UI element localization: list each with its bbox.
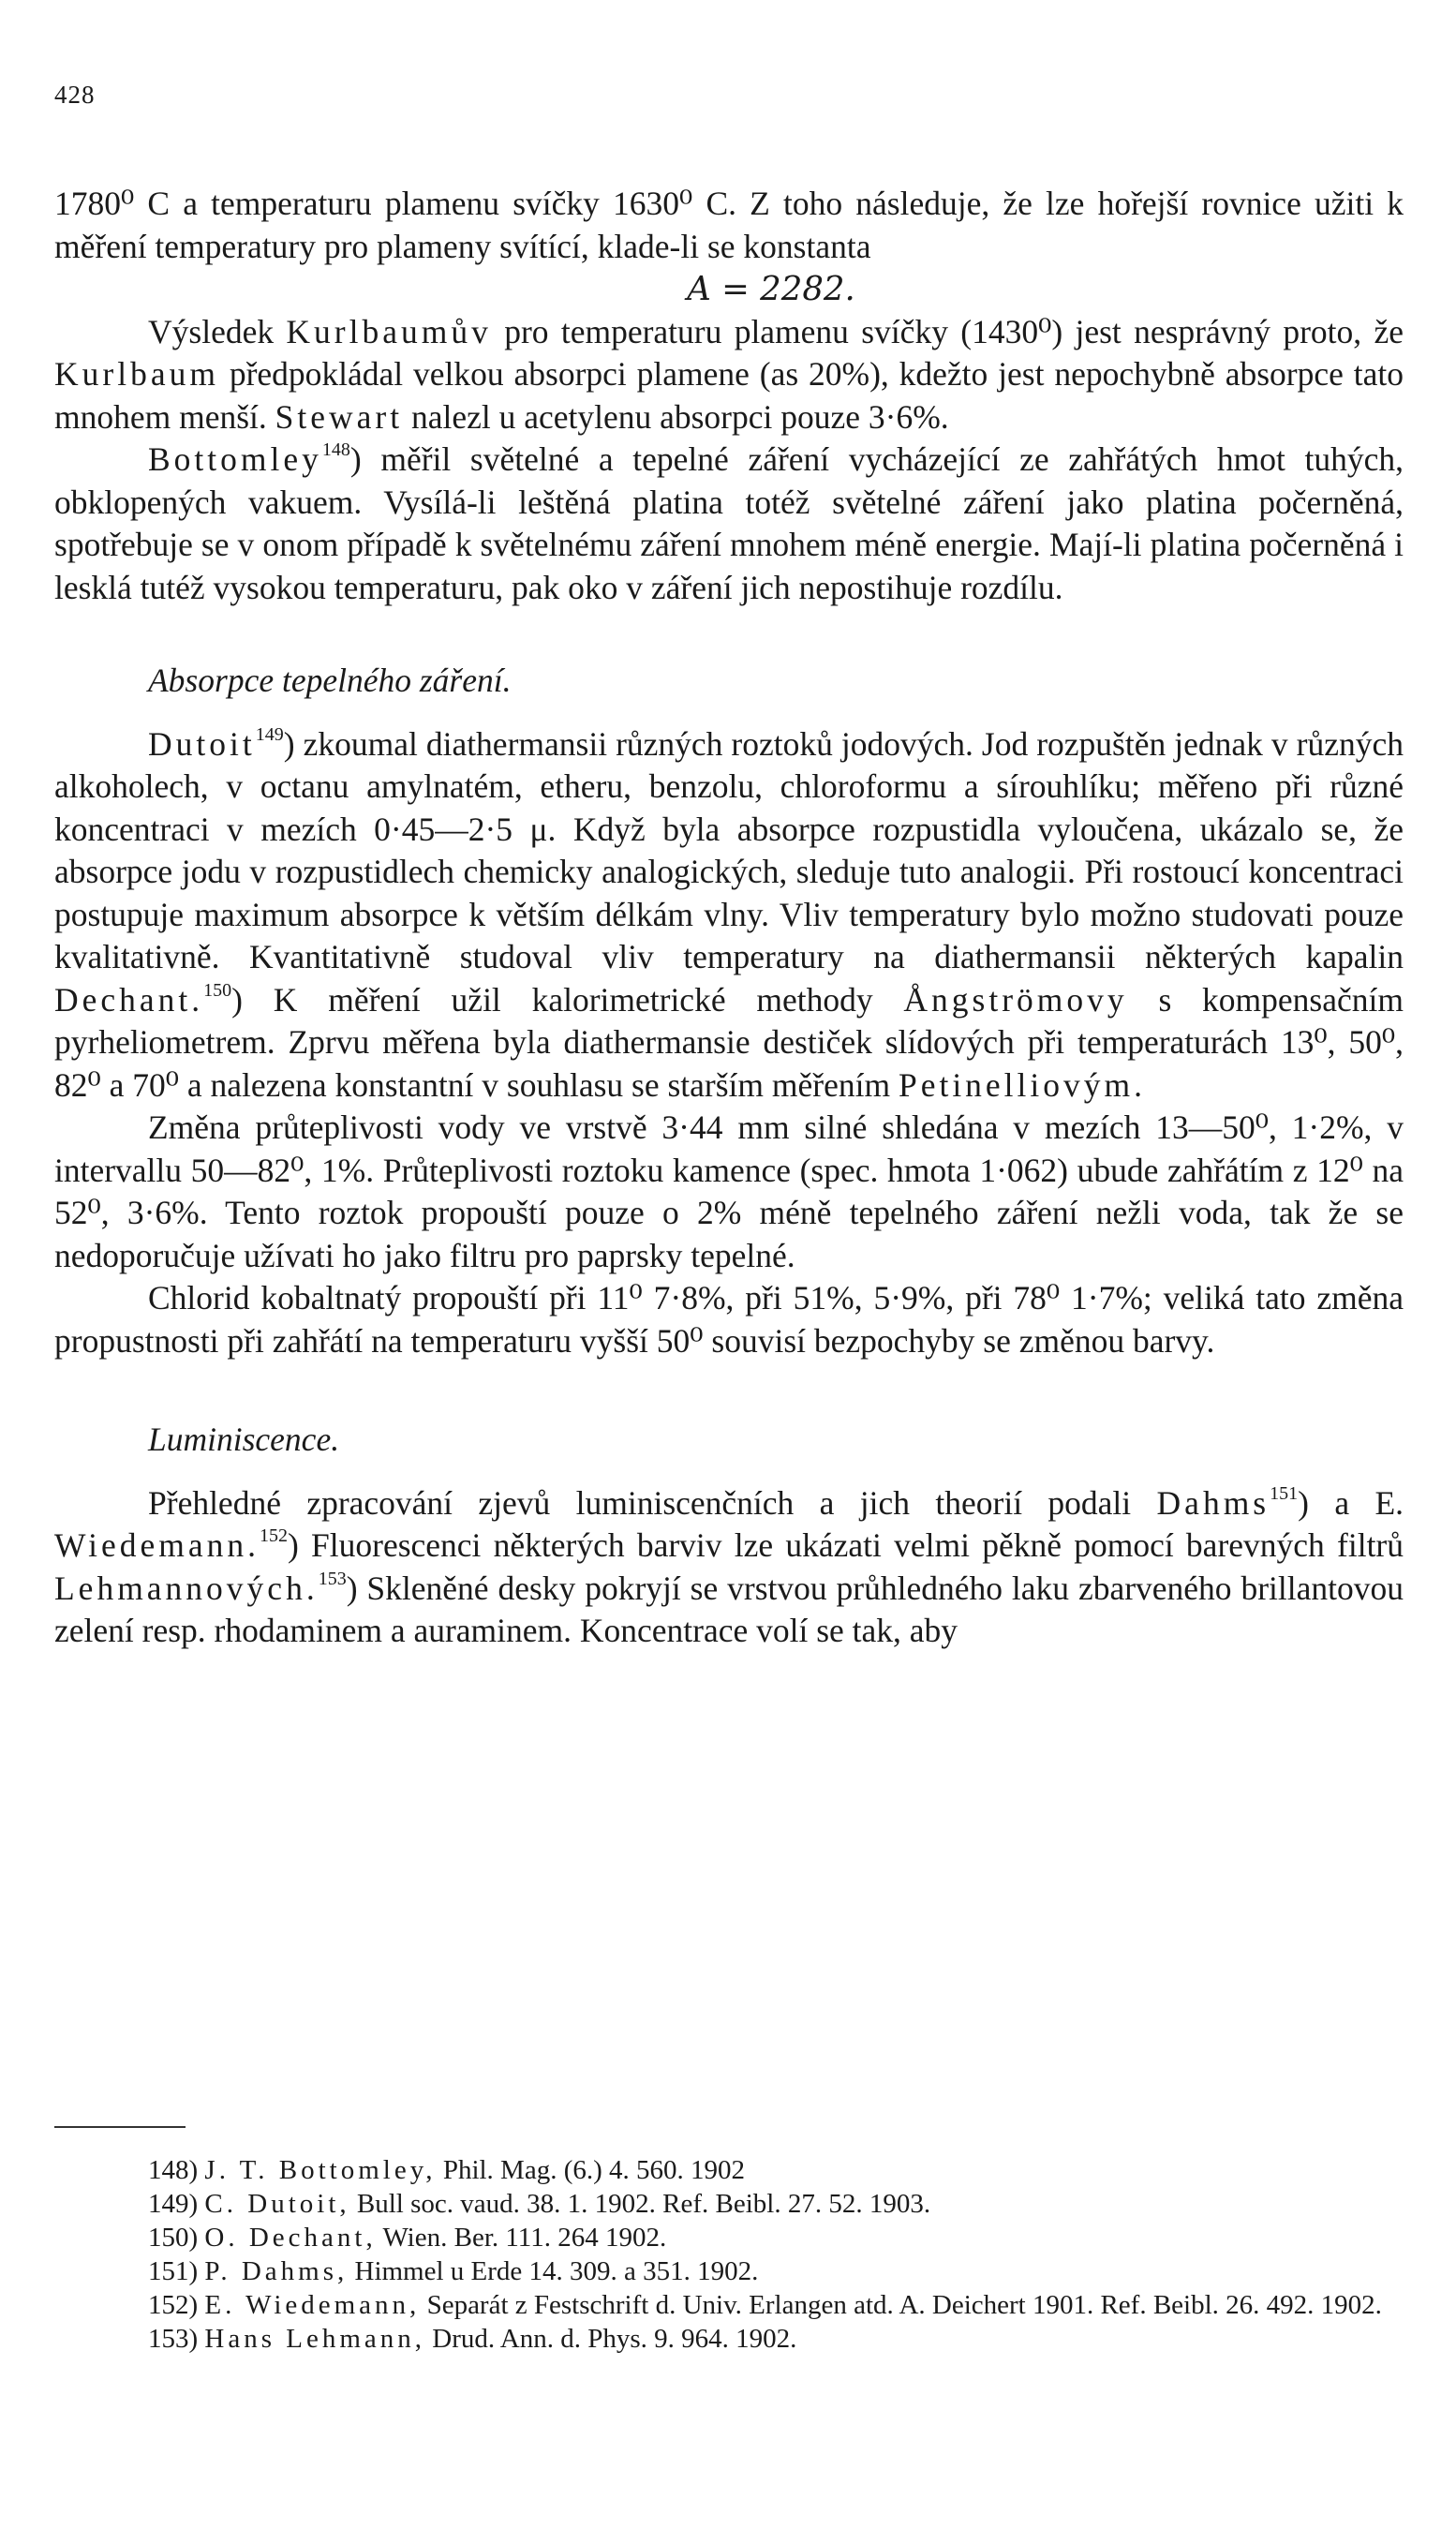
paragraph-3: Bottomley$^{148}$) měřil světelné a tepelné záření vycházející ze zahřátých hmot tuhých, obklopených vakuem. Vysílá-li leštěná platina totéž světelné záření jako platina počerněná, spotřebuje se v onom případě k světelnému záření mnohem méně energie. Mají-li platina počerněná i lesklá tutéž vysokou temperaturu, pak oko v záření jich nepostihuje rozdílu.: [54, 439, 1404, 606]
section-heading: Absorpce tepelného záření.: [148, 662, 512, 699]
section-heading: Luminiscence.: [148, 1421, 340, 1458]
author-name: Lehmannových.: [54, 1569, 319, 1607]
paragraph-6: Chlorid kobaltnatý propouští při 11⁰ 7·8%, při 51%, 5·9%, při 78⁰ 1·7%; veliká tato změna propustnosti při zahřátí na temperaturu vyšší 50⁰ souvisí bezpochyby se změnou barvy.: [54, 1279, 1404, 1360]
paragraph-7: Přehledné zpracování zjevů luminiscenčních a jich theorií podali Dahms$^{151}$) a E. Wiedemann.$^{152}$) Fluorescenci některých barviv lze ukázati velmi pěkně pomocí barevných filtrů Lehmannových.$^{153}$) Skleněné desky pokryjí se vrstvou průhledného laku zbarveného brillantovou zelení resp. rhodaminem a auraminem. Koncentrace volí se tak, aby: [54, 1482, 1404, 1649]
author-name: Wiedemann.: [54, 1526, 260, 1564]
author-name: Dutoit: [148, 724, 256, 763]
footnote-divider: [54, 2126, 186, 2128]
footnote-ref: 148: [321, 439, 350, 460]
paragraph-5: Změna průteplivosti vody ve vrstvě 3·44 mm silné shledána v mezích 13—50⁰, 1·2%, v intervallu 50—82⁰, 1%. Průteplivosti roztoku kamence (spec. hmota 1·062) ubude zahřátím z 12⁰ na 52⁰, 3·6%. Tento roztok propouští pouze o 2% méně tepelného záření nežli voda, tak že se nedoporučuje užívati ho jako filtru pro paprsky tepelné.: [54, 1108, 1404, 1274]
footnote: 153) Hans Lehmann, Drud. Ann. d. Phys. 9. 964. 1902.: [148, 2324, 797, 2354]
footnote-ref: 150: [203, 979, 232, 1001]
footnote-ref: 151: [1270, 1482, 1299, 1504]
footnote: 152) E. Wiedemann, Separát z Festschrift d. Univ. Erlangen atd. A. Deichert 1901. Ref. Beibl. 26. 492. 1902.: [148, 2290, 1382, 2320]
author-name: Kurlbaum: [54, 355, 219, 393]
paragraph-4: Dutoit$^{149}$) zkoumal diathermansii různých roztoků jodových. Jod rozpuštěn jednak v různých alkoholech, v octanu amylnatém, etheru, benzolu, chloroformu a sírouhlíku; měřeno při různé koncentraci v mezích 0·45—2·5 μ. Když byla absorpce rozpustidla vyloučena, ukázalo se, že absorpce jodu v rozpustidlech chemicky analogických, sleduje tuto analogii. Při rostoucí koncentraci postupuje maximum absorpce k větším délkám vlny. Vliv temperatury bylo možno studovati pouze kvalitativně. Kvantitativně studoval vliv temperatury na diathermansii některých kapalin Dechant.$^{150}$) K měření užil kalorimetrické methody Ångströmovy s kompensačním pyrheliometrem. Zprvu měřena byla diathermansie destiček slídových při temperaturách 13⁰, 50⁰, 82⁰ a 70⁰ a nalezena konstantní v souhlasu se starším měřením Petinelliovým.: [54, 723, 1404, 1104]
footnote: 151) P. Dahms, Himmel u Erde 14. 309. a 351. 1902.: [148, 2256, 759, 2286]
footnote: 149) C. Dutoit, Bull soc. vaud. 38. 1. 1902. Ref. Beibl. 27. 52. 1903.: [148, 2189, 931, 2219]
author-name: Stewart: [275, 397, 404, 436]
author-name: Petinelliovým.: [898, 1065, 1147, 1104]
footnote: 150) O. Dechant, Wien. Ber. 111. 264 1902.: [148, 2223, 667, 2253]
footnotes: [54, 2153, 1404, 2356]
author-name: Kurlbaumův: [286, 312, 492, 350]
formula: A = 2282.: [687, 270, 855, 308]
footnote-ref: 153: [318, 1568, 347, 1589]
author-name: Ångströmovy: [903, 980, 1128, 1019]
footnote: 148) J. T. Bottomley, Phil. Mag. (6.) 4. 560. 1902: [148, 2155, 746, 2185]
author-name: Bottomley: [148, 440, 322, 478]
paragraph-1: 1780⁰ C a temperaturu plamenu svíčky 1630⁰ C. Z toho následuje, že lze hořejší rovnice užiti k měření temperatury pro plameny svítící, klade-li se konstanta: [54, 185, 1404, 265]
footnote-ref: 152: [259, 1525, 288, 1546]
author-name: Dahms: [1156, 1483, 1270, 1522]
main-text: [54, 183, 1404, 1653]
author-name: Dechant.: [54, 980, 204, 1019]
page-number: 428: [54, 81, 96, 109]
footnote-ref: 149: [255, 723, 284, 745]
paragraph-2: Výsledek Kurlbaumův pro temperaturu plamenu svíčky (1430⁰) jest nesprávný proto, že Kurlbaum předpokládal velkou absorpci plamene (as 20%), kdežto jest nepochybně absorpce tato mnohem menší. Stewart nalezl u acetylenu absorpci pouze 3·6%.: [54, 312, 1404, 436]
